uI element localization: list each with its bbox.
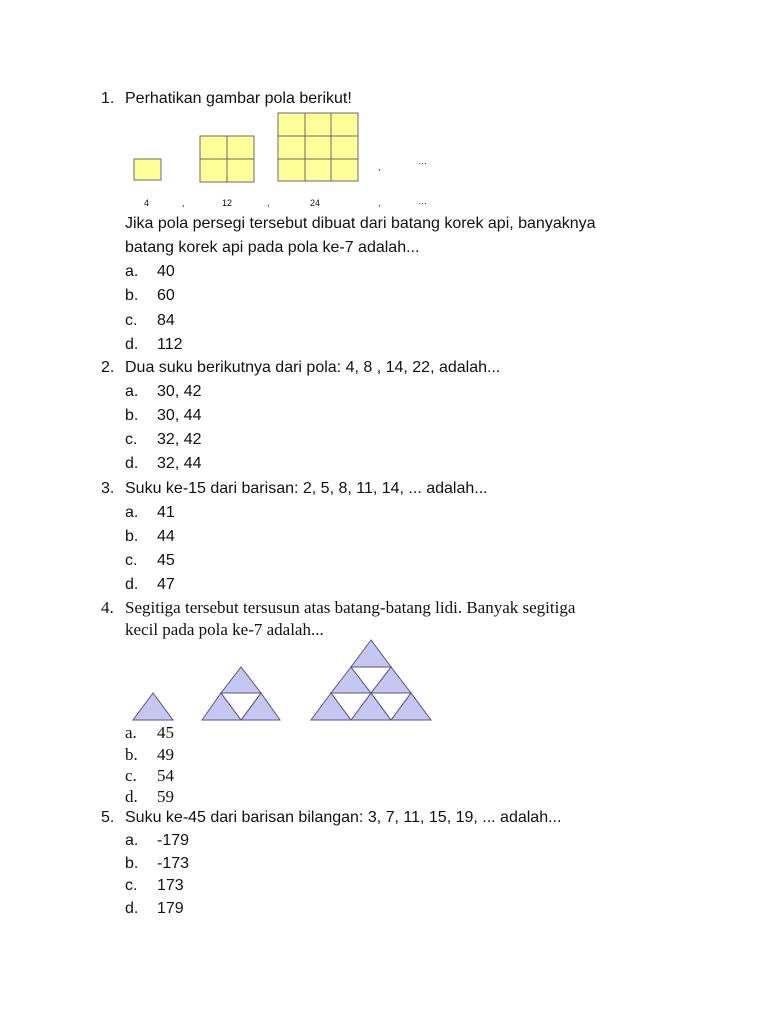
option-4d[interactable]: d. 59 xyxy=(125,787,174,806)
option-2c[interactable]: c. 32, 42 xyxy=(125,431,202,448)
question-4-number: 4. xyxy=(101,598,114,617)
question-5-number: 5. xyxy=(101,809,115,826)
triangle-pattern-2 xyxy=(202,667,280,720)
option-5b[interactable]: b. -173 xyxy=(125,855,190,872)
question-2-prompt: Dua suku berikutnya dari pola: 4, 8 , 14, 22, adalah... xyxy=(125,359,501,376)
question-1-text-line-2: batang korek api pada pola ke-7 adalah... xyxy=(125,239,420,256)
option-3a[interactable]: a. 41 xyxy=(125,504,175,521)
question-4-text-line-1: Segitiga tersebut tersusun atas batang-batang lidi. Banyak segitiga xyxy=(125,598,576,617)
question-2-number: 2. xyxy=(101,359,115,376)
option-5a[interactable]: a. -179 xyxy=(125,832,190,849)
option-3d[interactable]: d. 47 xyxy=(125,576,175,593)
figure-label-3: 24 xyxy=(310,198,321,208)
triangle-pattern-3 xyxy=(311,640,431,720)
figure-trailing-ellipsis: … xyxy=(418,156,427,166)
figure-label-comma-3: , xyxy=(378,198,381,208)
figure-label-comma-1: , xyxy=(182,198,185,208)
question-1-number: 1. xyxy=(101,90,115,107)
option-2a[interactable]: a. 30, 42 xyxy=(125,383,202,400)
question-4-text-line-2: kecil pada pola ke-7 adalah... xyxy=(125,620,324,639)
figure-label-1: 4 xyxy=(144,198,150,208)
figure-label-2: 12 xyxy=(222,198,233,208)
option-5d[interactable]: d. 179 xyxy=(125,900,184,917)
question-5-heading xyxy=(101,809,561,827)
option-4c[interactable]: c. 54 xyxy=(125,766,174,785)
option-1c[interactable]: c. 84 xyxy=(125,312,175,329)
question-3-prompt: Suku ke-15 dari barisan: 2, 5, 8, 11, 14, ... adalah... xyxy=(125,480,488,497)
question-5-prompt: Suku ke-45 dari barisan bilangan: 3, 7, 11, 15, 19, ... adalah... xyxy=(125,809,562,826)
option-4b[interactable]: b. 49 xyxy=(125,745,174,764)
option-4a[interactable]: a. 45 xyxy=(125,723,174,742)
question-3-number: 3. xyxy=(101,480,115,497)
triangle-pattern-1 xyxy=(133,693,173,720)
figure-label-ellipsis: … xyxy=(418,196,427,206)
option-2d[interactable]: d. 32, 44 xyxy=(125,455,202,472)
question-1-prompt: Perhatikan gambar pola berikut! xyxy=(125,90,352,107)
option-2b[interactable]: b. 30, 44 xyxy=(125,407,202,424)
question-1-text-line-1: Jika pola persegi tersebut dibuat dari batang korek api, banyaknya xyxy=(125,215,596,232)
option-1d[interactable]: d. 112 xyxy=(125,336,183,353)
option-1a[interactable]: a. 40 xyxy=(125,263,175,280)
option-1b[interactable]: b. 60 xyxy=(125,287,175,304)
option-3c[interactable]: c. 45 xyxy=(125,552,175,569)
figure-trailing-comma: , xyxy=(378,162,381,172)
figure-label-comma-2: , xyxy=(267,198,270,208)
option-3b[interactable]: b. 44 xyxy=(125,528,175,545)
option-5c[interactable]: c. 173 xyxy=(125,877,184,894)
